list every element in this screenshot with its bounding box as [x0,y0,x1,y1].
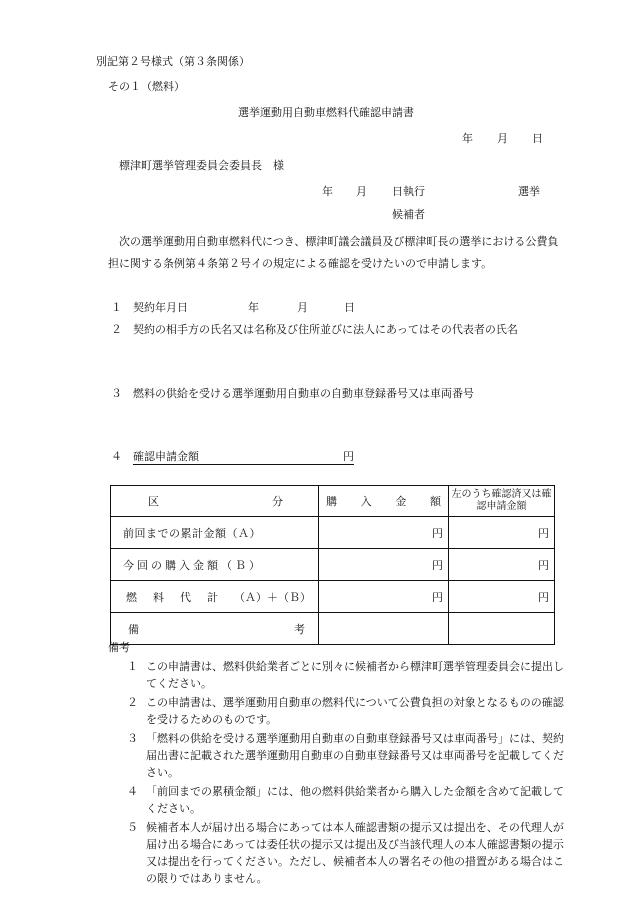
item-1 [111,299,188,315]
row-fuel-total-label [111,581,319,613]
fuel-total-formula: （Ａ）＋（Ｂ） [234,590,311,604]
note-item [108,730,568,781]
date-month: 月 [497,132,508,145]
election-label: 選挙 [518,185,540,198]
election-month: 月 [356,185,367,198]
note-1-number: １ [127,660,138,673]
header-category [111,486,319,517]
item-2-label: 契約の相手方の氏名又は名称及び住所並びに法人にあってはその代表者の氏名 [133,323,518,336]
item-3 [111,385,474,401]
row-fuel-total-purchase: 円 [319,581,449,613]
note-1-text: この申請書は、燃料供給業者ごとに別々に候補者から標津町選挙管理委員会に提出してください。 [146,660,564,690]
note-5-number: ５ [127,821,138,834]
remarks-char-1: 備 [128,622,139,636]
header-purchase-amount [319,486,449,517]
item-2 [111,321,518,337]
notes-heading: 備考 [108,641,130,654]
intro-text: 次の選挙運動用自動車燃料代につき、標津町議会議員及び標津町長の選挙における公費負担に関する条例第４条第２号イの規定による確認を受けたいので申請します。 [108,235,559,270]
table-row [111,517,555,549]
item-4-amount-line [133,448,343,465]
item-1-year: 年 [248,301,259,314]
header-category-char-2: 分 [272,495,283,508]
amount-table [110,485,555,645]
note-item [108,694,568,728]
item-2-number: ２ [111,323,122,336]
row-current-purchase-purchase: 円 [319,549,449,581]
item-3-number: ３ [111,387,122,400]
notes-section [108,639,568,887]
note-3-number: ３ [127,732,138,745]
header-category-char-1: 区 [148,495,159,508]
header-purchase-char-2: 入 [360,495,372,508]
fuel-total-char-3: 代 [180,590,191,604]
row-fuel-total-confirmed: 円 [449,581,555,613]
note-2-number: ２ [127,696,138,709]
addressee: 標津町選挙管理委員会委員長 様 [119,159,284,172]
election-year: 年 [322,185,333,198]
table-header-row [111,486,555,517]
intro-paragraph [108,231,563,275]
header-purchase-char-3: 金 [395,495,407,508]
item-1-month: 月 [297,301,308,314]
fuel-total-char-4: 計 [207,590,218,604]
note-item [108,658,568,692]
item-3-label: 燃料の供給を受ける選挙運動用自動車の自動車登録番号又は車両番号 [133,387,474,400]
table-row [111,581,555,613]
header-purchase-char-1: 購 [326,495,337,508]
form-reference: 別記第２号様式（第３条関係） [96,55,250,68]
note-item [108,819,568,887]
table-row [111,549,555,581]
fuel-total-char-1: 燃 [126,590,137,604]
election-day-held: 日執行 [392,185,425,198]
note-4-number: ４ [127,785,138,798]
item-4 [111,448,354,465]
note-item [108,783,568,817]
header-confirmed-amount: 左のうち確認済又は確認申請金額 [449,486,555,517]
candidate-label: 候補者 [392,208,425,221]
fuel-total-char-2: 料 [153,590,164,604]
date-day: 日 [532,132,543,145]
note-5-text: 候補者本人が届け出る場合にあっては本人確認書類の提示又は提出を、その代理人が届け出る場合にあっては委任状の提示又は提出及び当該代理人の本人確認書類の提示又は提出を行ってください。ただし、候補者本人の署名その他の措置がある場合はこの限りではありません。 [146,821,564,885]
sub-reference: その１（燃料） [108,80,185,93]
remarks-char-2: 考 [294,622,305,636]
item-4-label: 確認申請金額 [133,450,199,463]
row-previous-total-label: 前回までの累計金額（Ａ） [111,517,319,549]
note-2-text: この申請書は、選挙運動用自動車の燃料代について公費負担の対象となるものの確認を受けるためのものです。 [146,696,564,726]
item-1-label: 契約年月日 [133,301,188,314]
note-3-text: 「燃料の供給を受ける選挙運動用自動車の自動車登録番号又は車両番号」には、契約届出書に記載された選挙運動用自動車の自動車登録番号又は車両番号を記載してください。 [146,732,564,779]
header-purchase-char-4: 額 [429,495,441,508]
row-current-purchase-confirmed: 円 [449,549,555,581]
row-previous-total-purchase: 円 [319,517,449,549]
document-title: 選挙運動用自動車燃料代確認申請書 [238,106,414,119]
date-year: 年 [462,132,473,145]
item-1-number: １ [111,301,122,314]
item-4-unit: 円 [343,450,354,463]
item-4-number: ４ [111,450,122,463]
row-current-purchase-label: 今回の購入金額（Ｂ） [111,549,319,581]
row-previous-total-confirmed: 円 [449,517,555,549]
item-1-day: 日 [344,301,355,314]
note-4-text: 「前回までの累積金額」には、他の燃料供給業者から購入した金額を含めて記載してください。 [146,785,564,815]
